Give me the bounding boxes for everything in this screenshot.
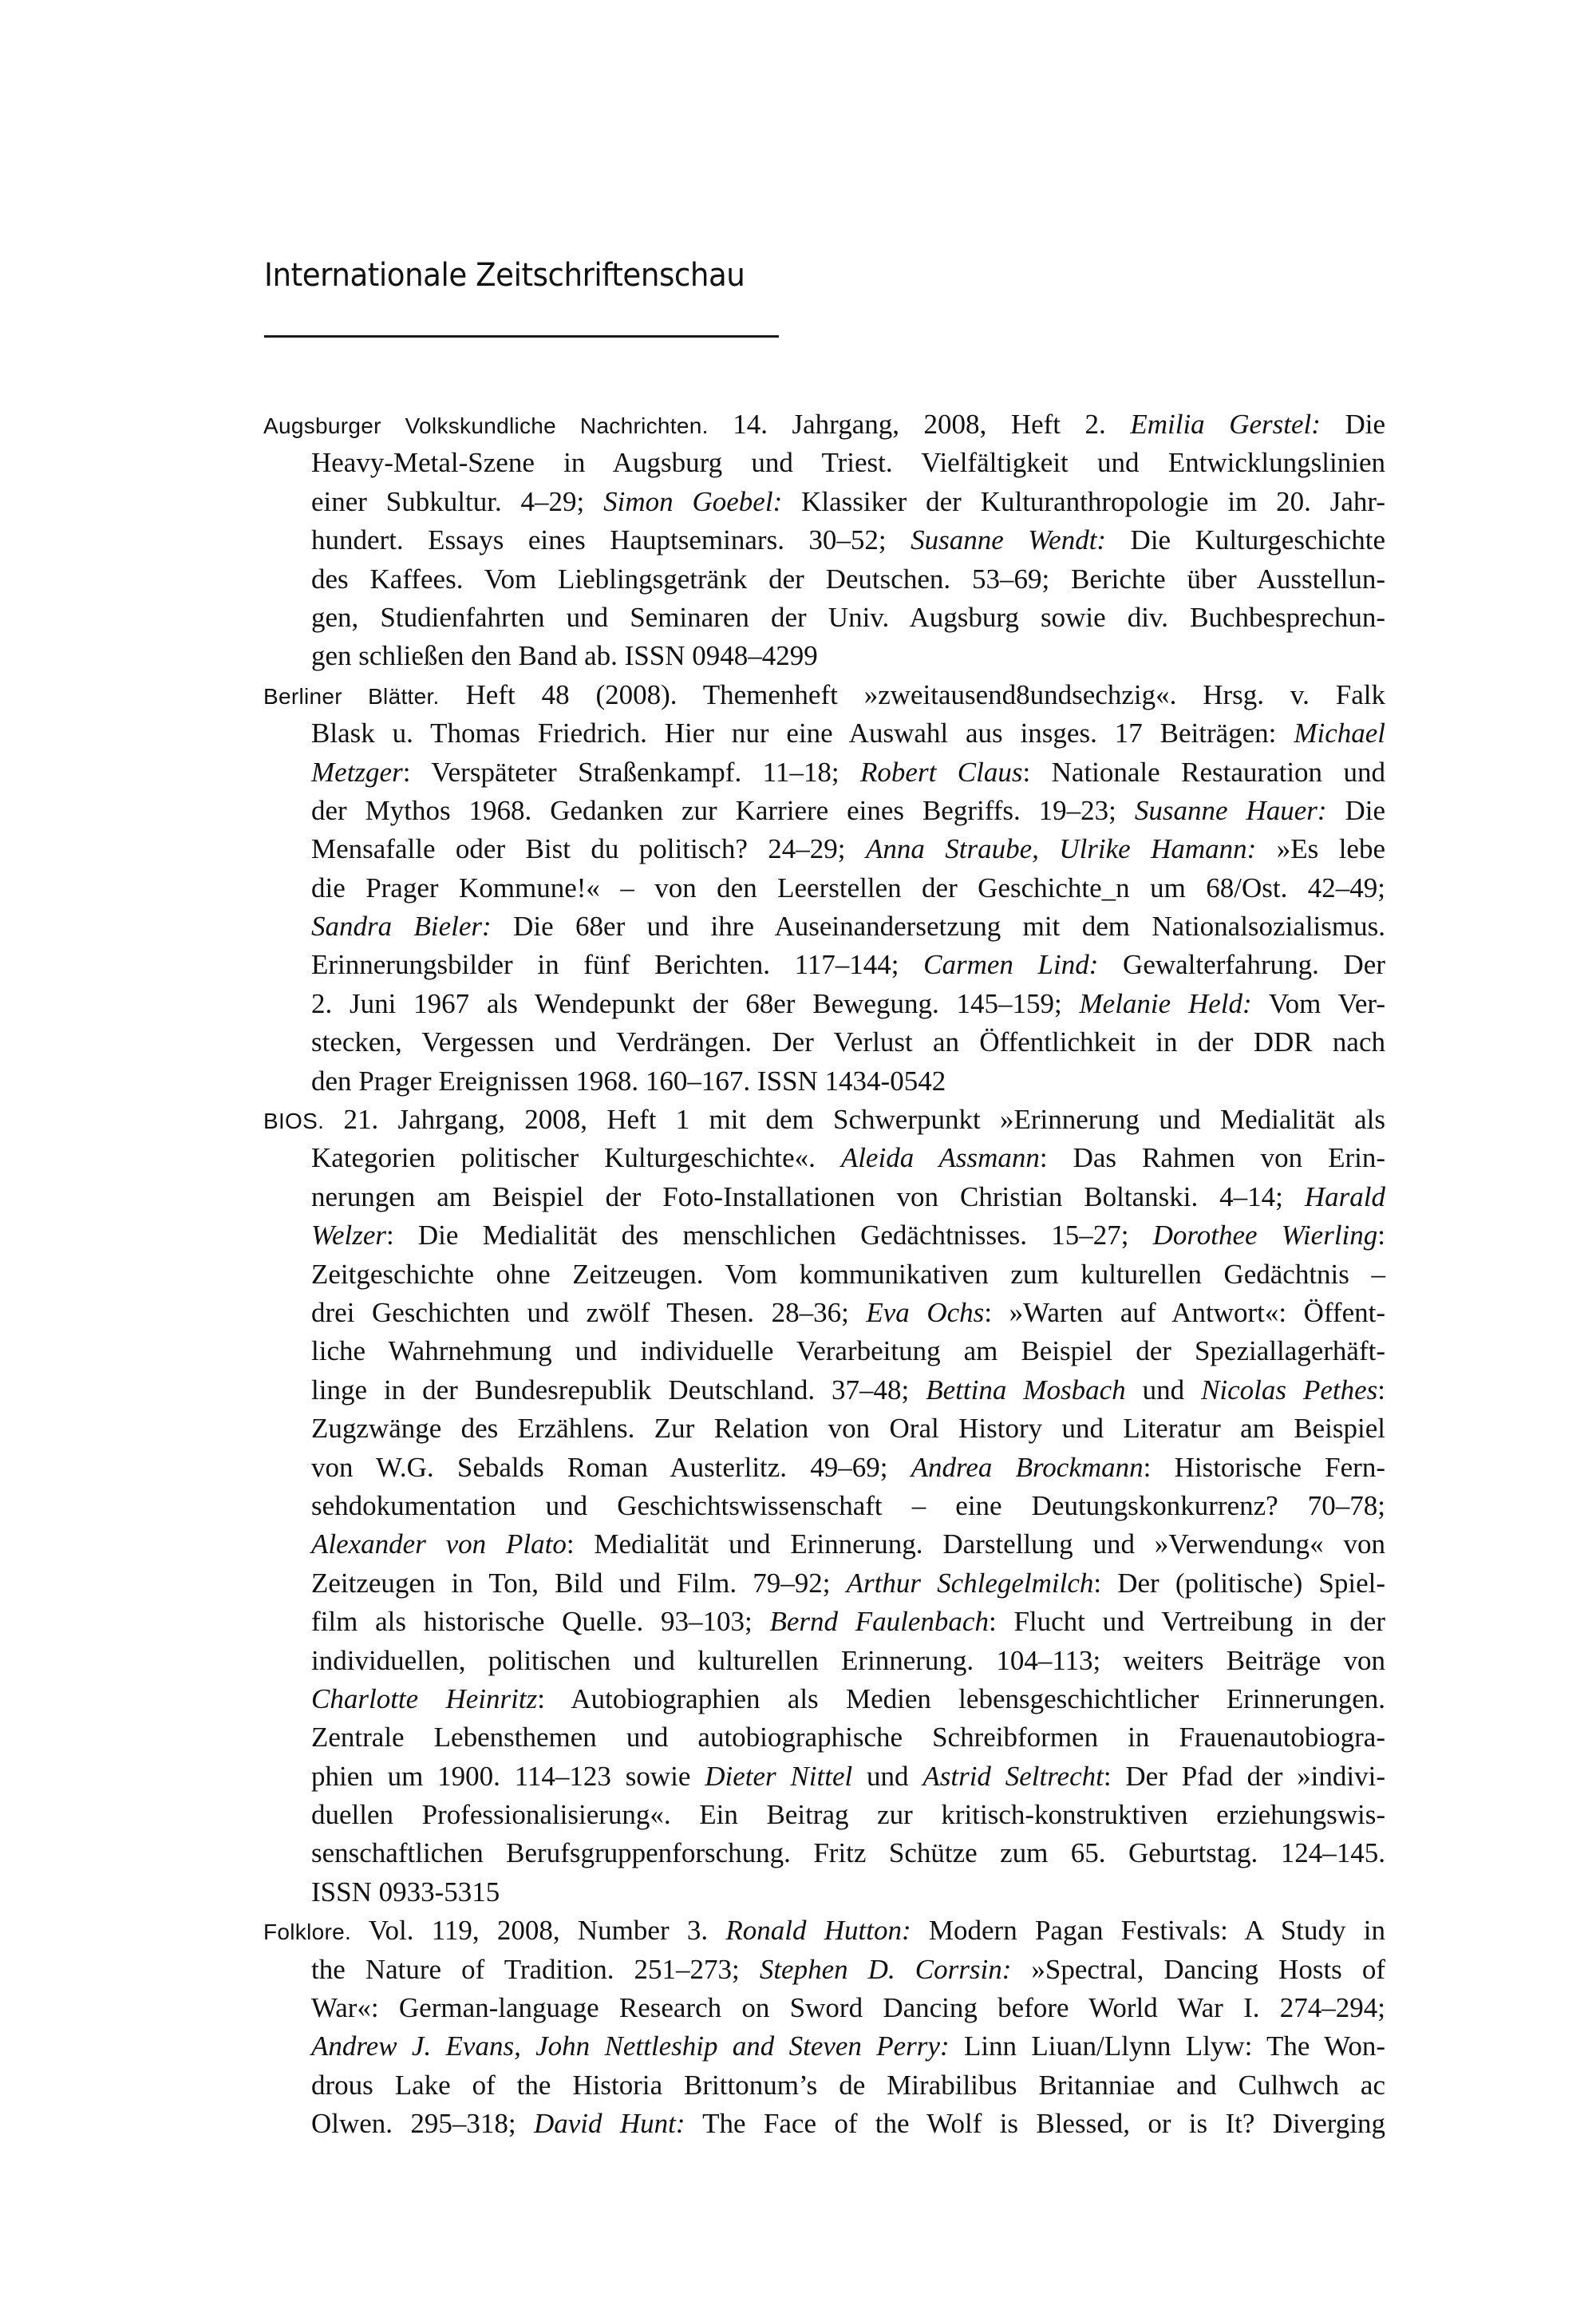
entry-line — [311, 1796, 1385, 1834]
entry-text: : Medialität und Erinnerung. Darstellung und »Verwendung« von — [566, 1528, 1385, 1560]
entry-line — [311, 1487, 1385, 1525]
entry-line — [311, 637, 1385, 675]
entry-text: : »Warten auf Antwort«: Öffent- — [984, 1296, 1385, 1328]
author-name: Bettina Mosbach — [926, 1374, 1126, 1406]
entry-text: sehdokumentation und Geschichtswissenschaft – eine Deutungskonkurrenz? 70–78; — [311, 1489, 1385, 1521]
entry-line — [311, 830, 1385, 868]
entry-line — [311, 1178, 1385, 1216]
entry-text: : — [1377, 1374, 1386, 1406]
entry-line — [311, 714, 1385, 753]
entry-line — [311, 792, 1385, 830]
entry-text: Heft 48 (2008). Themenheft »zweitausend8undsechzig«. Hrsg. v. Falk — [439, 678, 1385, 710]
entry-text: hundert. Essays eines Hauptseminars. 30–52; — [311, 524, 911, 556]
entry-line — [311, 1023, 1385, 1062]
journal-title: BIOS. — [263, 1109, 325, 1134]
entry-line — [311, 1139, 1385, 1177]
author-name: Aleida Assmann — [840, 1142, 1040, 1174]
entry-first-line — [263, 405, 1385, 444]
author-name: Susanne Wendt: — [911, 524, 1107, 556]
entry-first-line — [263, 1912, 1385, 1950]
entry-text: Zeitgeschichte ohne Zeitzeugen. Vom kommunikativen zum kulturellen Gedächtnis – — [311, 1258, 1385, 1290]
entry-line — [311, 1564, 1385, 1603]
entry-text: gen schließen den Band ab. ISSN 0948–4299 — [311, 640, 818, 672]
author-name: Dieter Nittel — [705, 1760, 853, 1792]
entry-text: »Es lebe — [1256, 833, 1385, 865]
author-name: Andrea Brockmann — [911, 1451, 1144, 1483]
entry-text: duellen Professionalisierung«. Ein Beitrag zur kritisch-konstruktiven erziehungswis- — [311, 1799, 1385, 1831]
journal-entry — [263, 405, 1385, 676]
entry-text: Kategorien politischer Kulturgeschichte«. — [311, 1142, 841, 1174]
journal-entry — [263, 676, 1385, 1101]
entry-text: : Der Pfad der »indivi- — [1103, 1760, 1386, 1792]
entry-text: : — [1377, 1220, 1385, 1251]
entry-text: Erinnerungsbilder in fünf Berichten. 117–144; — [311, 949, 924, 981]
entry-text: Heavy-Metal-Szene in Augsburg und Triest. Vielfältigkeit und Entwicklungslinien — [311, 447, 1385, 479]
entry-text: Blask u. Thomas Friedrich. Hier nur eine Auswahl aus insges. 17 Beiträgen: — [311, 718, 1294, 749]
entry-text: senschaftlichen Berufsgruppenforschung. Fritz Schütze zum 65. Geburtstag. 124–145. — [311, 1837, 1385, 1869]
entry-line — [311, 1757, 1385, 1796]
entry-line — [311, 2066, 1385, 2105]
entry-line — [311, 444, 1385, 482]
entry-text: Die — [1320, 409, 1385, 440]
entry-line — [311, 1680, 1385, 1718]
author-name: Bernd Faulenbach — [769, 1606, 989, 1638]
entry-text: Die Kulturgeschichte — [1106, 524, 1385, 556]
entry-text: die Prager Kommune!« – von den Leerstellen der Geschichte_n um 68/Ost. 42–49; — [311, 872, 1385, 903]
author-name: Melanie Held: — [1079, 987, 1252, 1019]
entry-text: drei Geschichten und zwölf Thesen. 28–36; — [311, 1296, 867, 1328]
entry-text: Vom Ver- — [1251, 987, 1385, 1019]
author-name: Nicolas Pethes — [1201, 1374, 1378, 1406]
entry-line — [311, 1718, 1385, 1757]
entry-text: den Prager Ereignissen 1968. 160–167. ISSN 1434-0542 — [311, 1065, 946, 1097]
entry-line — [311, 521, 1385, 559]
author-name: Eva Ochs — [866, 1296, 985, 1328]
entry-line — [311, 2105, 1385, 2143]
entry-text: Mensafalle oder Bist du politisch? 24–29; — [311, 833, 866, 865]
entry-text: 21. Jahrgang, 2008, Heft 1 mit dem Schwerpunkt »Erinnerung und Medialität als — [324, 1104, 1385, 1136]
author-name: Anna Straube, Ulrike Hamann: — [865, 833, 1257, 865]
author-name: Alexander von Plato — [311, 1528, 567, 1560]
entry-line — [311, 1603, 1385, 1641]
entry-text: Zeitzeugen in Ton, Bild und Film. 79–92; — [311, 1567, 847, 1599]
author-name: Metzger — [311, 756, 403, 788]
entry-line — [311, 1410, 1385, 1448]
author-name: Astrid Seltrecht — [922, 1760, 1104, 1792]
entry-text: : Der (politische) Spiel- — [1093, 1567, 1385, 1599]
entry-text: und — [1125, 1374, 1202, 1406]
author-name: Stephen D. Corrsin: — [759, 1953, 1012, 1985]
entry-text: Zentrale Lebensthemen und autobiographische Schreibformen in Frauenautobiogra- — [311, 1722, 1385, 1753]
entry-text: nerungen am Beispiel der Foto-Installationen von Christian Boltanski. 4–14; — [311, 1180, 1305, 1212]
entry-line — [311, 985, 1385, 1023]
entry-text: Die — [1326, 794, 1385, 826]
entry-text: und — [852, 1760, 923, 1792]
entry-text: des Kaffees. Vom Lieblingsgetränk der Deutschen. 53–69; Berichte über Ausstellun- — [311, 563, 1385, 595]
entry-text: linge in der Bundesrepublik Deutschland. 37–48; — [311, 1374, 926, 1406]
entry-text: : Historische Fern- — [1143, 1451, 1385, 1483]
entry-line — [311, 1216, 1385, 1255]
entry-line — [311, 946, 1385, 984]
entry-line — [311, 1525, 1385, 1564]
entry-line — [311, 753, 1385, 792]
page-heading: Internationale Zeitschriftenschau — [264, 257, 745, 294]
author-name: Harald — [1304, 1180, 1385, 1212]
entry-line — [311, 1294, 1385, 1332]
author-name: David Hunt: — [533, 2108, 685, 2140]
entry-text: Linn Liuan/Llynn Llyw: The Won- — [949, 2030, 1385, 2062]
entry-line — [311, 1873, 1385, 1912]
entry-text: gen, Studienfahrten und Seminaren der Univ. Augsburg sowie div. Buchbesprechun- — [311, 601, 1385, 633]
entry-line — [311, 1371, 1385, 1410]
entry-text: der Mythos 1968. Gedanken zur Karriere eines Begriffs. 19–23; — [311, 794, 1135, 826]
entry-text: Die 68er und ihre Auseinandersetzung mit dem Nationalsozialismus. — [491, 911, 1385, 943]
entry-text: Olwen. 295–318; — [311, 2108, 534, 2140]
entry-text: individuellen, politischen und kulturellen Erinnerung. 104–113; weiters Beiträge von — [311, 1644, 1385, 1676]
author-name: Simon Goebel: — [603, 485, 783, 517]
entry-text: von W.G. Sebalds Roman Austerlitz. 49–69; — [311, 1451, 911, 1483]
entry-text: drous Lake of the Historia Brittonum’s de Mirabilibus Britanniae and Culhwch ac — [311, 2069, 1385, 2101]
author-name: Carmen Lind: — [923, 949, 1099, 981]
journal-title: Augsburger Volkskundliche Nachrichten. — [263, 413, 709, 438]
entry-text: liche Wahrnehmung und individuelle Verarbeitung am Beispiel der Speziallagerhäft- — [311, 1335, 1385, 1367]
entry-text: einer Subkultur. 4–29; — [311, 485, 604, 517]
entry-text: : Die Medialität des menschlichen Gedächtnisses. 15–27; — [385, 1220, 1153, 1251]
entry-text: Modern Pagan Festivals: A Study in — [911, 1915, 1386, 1947]
entry-first-line — [263, 1101, 1385, 1139]
journal-entry — [263, 1101, 1385, 1912]
author-name: Andrew J. Evans, John Nettleship and Steven Perry: — [311, 2030, 950, 2062]
author-name: Dorothee Wierling — [1152, 1220, 1378, 1251]
entry-text: 2. Juni 1967 als Wendepunkt der 68er Bewegung. 145–159; — [311, 987, 1080, 1019]
entry-text: : Nationale Restauration und — [1022, 756, 1385, 788]
journal-entries — [263, 405, 1385, 2144]
entry-text: The Face of the Wolf is Blessed, or is It? Diverging — [685, 2108, 1385, 2140]
heading-rule — [264, 335, 779, 338]
entry-text: the Nature of Tradition. 251–273; — [311, 1953, 760, 1985]
entry-text: : Flucht und Vertreibung in der — [988, 1606, 1385, 1638]
journal-title: Folklore. — [263, 1920, 352, 1945]
entry-text: »Spectral, Dancing Hosts of — [1011, 1953, 1386, 1985]
entry-line — [311, 1834, 1385, 1872]
entry-first-line — [263, 676, 1385, 714]
author-name: Arthur Schlegelmilch — [846, 1567, 1094, 1599]
author-name: Emilia Gerstel: — [1130, 409, 1321, 440]
author-name: Charlotte Heinritz — [311, 1682, 538, 1714]
entry-text: phien um 1900. 114–123 sowie — [311, 1760, 705, 1792]
entry-text: : Autobiographien als Medien lebensgeschichtlicher Erinnerungen. — [537, 1682, 1385, 1714]
author-name: Sandra Bieler: — [311, 911, 492, 943]
entry-text: 14. Jahrgang, 2008, Heft 2. — [708, 409, 1131, 440]
entry-text: Vol. 119, 2008, Number 3. — [351, 1915, 726, 1947]
entry-line — [311, 1332, 1385, 1370]
entry-line — [311, 1255, 1385, 1294]
entry-text: stecken, Vergessen und Verdrängen. Der Verlust an Öffentlichkeit in der DDR nach — [311, 1026, 1385, 1058]
entry-text: ISSN 0933-5315 — [311, 1876, 500, 1908]
entry-line — [311, 1642, 1385, 1680]
journal-title: Berliner Blätter. — [263, 683, 440, 709]
author-name: Robert Claus — [860, 756, 1023, 788]
entry-text: : Das Rahmen von Erin- — [1039, 1142, 1385, 1174]
journal-entry — [263, 1912, 1385, 2143]
entry-text: film als historische Quelle. 93–103; — [311, 1606, 770, 1638]
entry-text: Klassiker der Kulturanthropologie im 20. Jahr- — [782, 485, 1386, 517]
entry-line — [311, 599, 1385, 637]
entry-line — [311, 560, 1385, 599]
entry-line — [311, 1989, 1385, 2027]
author-name: Michael — [1294, 718, 1385, 749]
entry-text: Zugzwänge des Erzählens. Zur Relation von Oral History und Literatur am Beispiel — [311, 1413, 1385, 1445]
entry-line — [311, 1062, 1385, 1101]
author-name: Welzer — [311, 1220, 386, 1251]
entry-line — [311, 869, 1385, 907]
entry-text: : Verspäteter Straßenkampf. 11–18; — [402, 756, 861, 788]
author-name: Ronald Hutton: — [725, 1915, 911, 1947]
entry-text: War«: German-language Research on Sword Dancing before World War I. 274–294; — [311, 1992, 1385, 2024]
author-name: Susanne Hauer: — [1134, 794, 1327, 826]
entry-line — [311, 907, 1385, 946]
entry-line — [311, 483, 1385, 521]
entry-line — [311, 2027, 1385, 2066]
entry-line — [311, 1449, 1385, 1487]
entry-line — [311, 1951, 1385, 1989]
entry-text: Gewalterfahrung. Der — [1098, 949, 1385, 981]
